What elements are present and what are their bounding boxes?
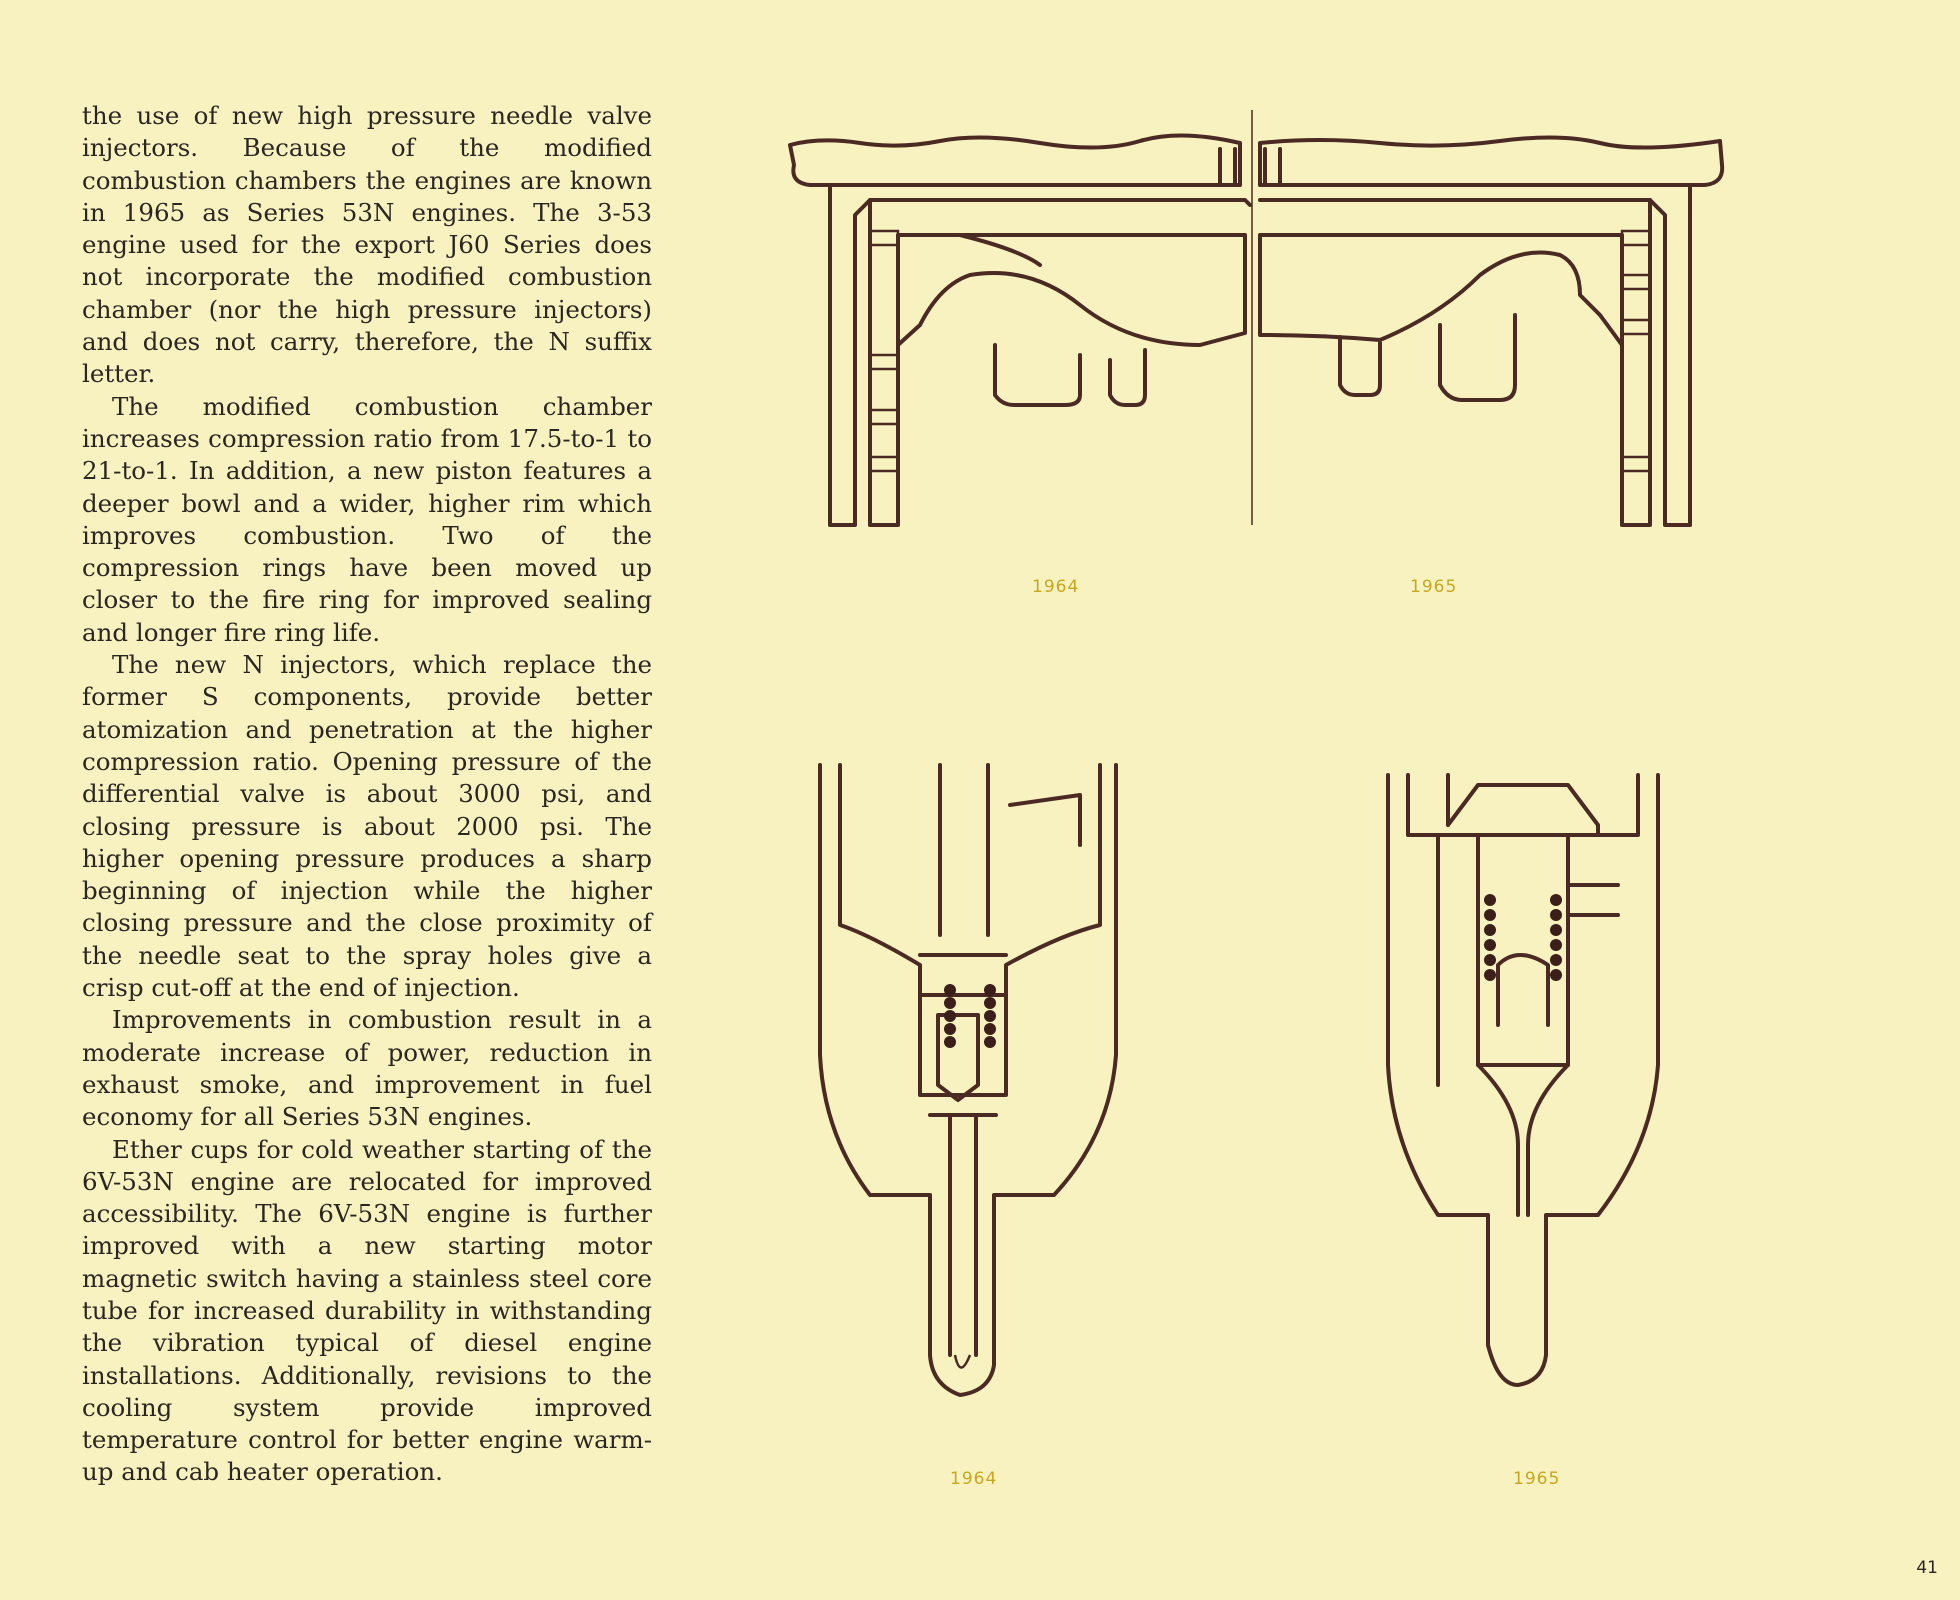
piston-comparison-drawing: [780, 105, 1740, 575]
paragraph: Improvements in combustion result in a moderate increase of power, reduction in exhaust smoke, and improvement in fuel economy for all Series 53N engines.: [82, 1005, 652, 1132]
injector-caption-1965: 1965: [1513, 1469, 1561, 1489]
article-text: [82, 100, 652, 1489]
paragraph: Ether cups for cold weather starting of the 6V-53N engine are relocated for improved accessibility. The 6V-53N engine is further improved with a new starting motor magnetic switch having a stainless steel core tube for increased durability in withstanding the vibration typical of diesel engine installations. Additionally, revisions to the cooling system provide improved temperature control for better engine warm-up and cab heater operation.: [82, 1134, 652, 1487]
piston-caption-1964: 1964: [1032, 577, 1080, 597]
paragraph: the use of new high pressure needle valve injectors. Because of the modified combustion chambers the engines are known in 1965 as Series 53N engines. The 3-53 engine used for the export J60 Series does not incorporate the modified combustion chamber (nor the high pressure injectors) and does not carry, therefore, the N suffix letter.: [82, 101, 652, 389]
page-number: 41: [1916, 1558, 1938, 1578]
paragraph: The new N injectors, which replace the former S components, provide better atomization and penetration at the higher compression ratio. Opening pressure of the differential valve is about 3000 psi, and closing pressure is about 2000 psi. The higher opening pressure produces a sharp beginning of injection while the higher closing pressure and the close proximity of the needle seat to the spray holes give a crisp cut-off at the end of injection.: [82, 650, 652, 1003]
injector-1965-drawing: [1378, 765, 1668, 1395]
piston-caption-1965: 1965: [1410, 577, 1458, 597]
injector-caption-1964: 1964: [950, 1469, 998, 1489]
paragraph: The modified combustion chamber increases compression ratio from 17.5-to-1 to 21-to-1. In addition, a new piston features a deeper bowl and a wider, higher rim which improves combustion. Two of the compression rings have been moved up closer to the fire ring for improved sealing and longer fire ring life.: [82, 391, 652, 647]
injector-1964-drawing: [810, 755, 1130, 1405]
